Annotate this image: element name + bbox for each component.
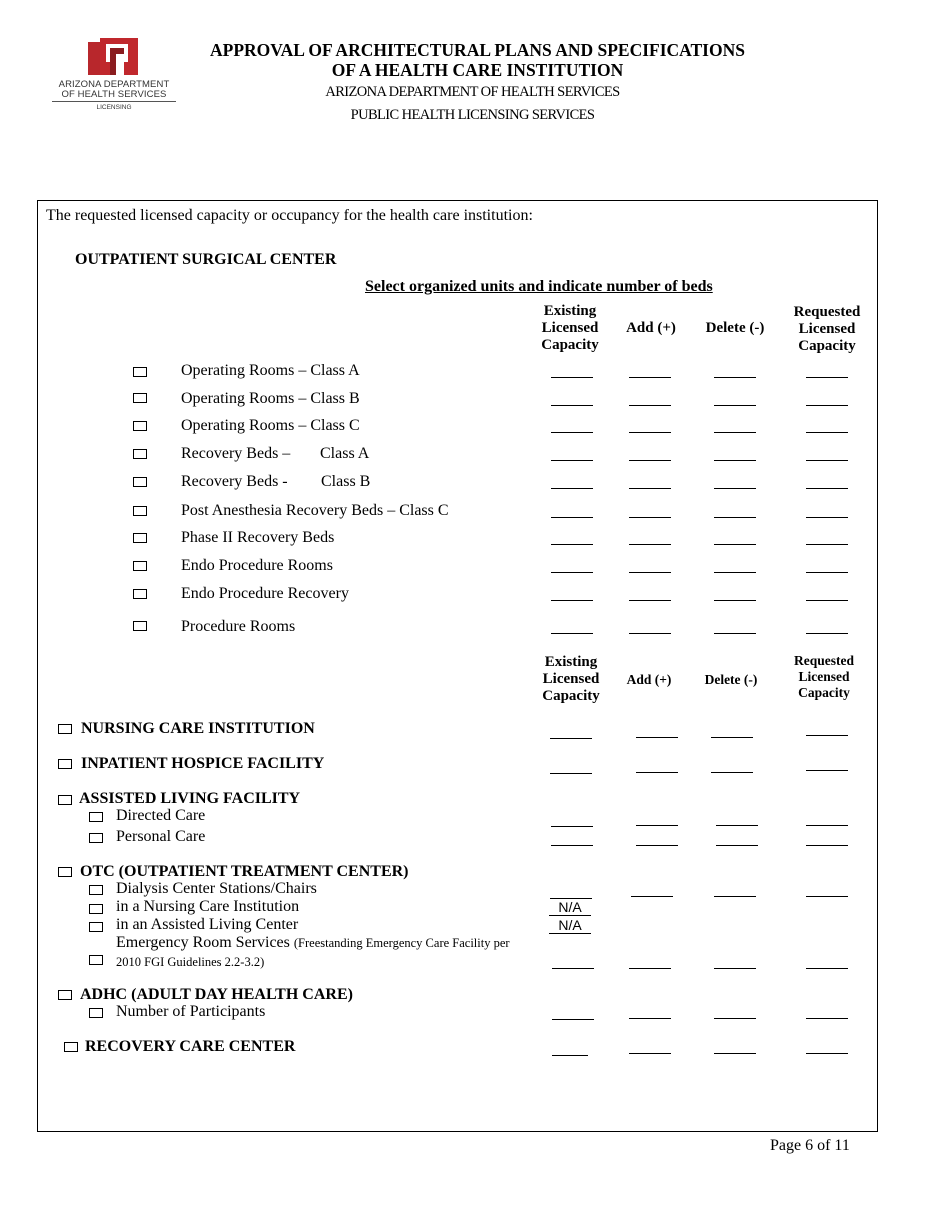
personal-care-label: Personal Care: [116, 828, 206, 845]
row-label-class: Class B: [321, 473, 371, 490]
blank-requested[interactable]: [806, 488, 848, 489]
blank-existing[interactable]: [551, 600, 593, 601]
blank-add[interactable]: [636, 845, 678, 846]
hospice-label: INPATIENT HOSPICE FACILITY: [81, 755, 325, 772]
blank-add[interactable]: [629, 633, 671, 634]
blank-existing[interactable]: [551, 544, 593, 545]
blank-existing[interactable]: [551, 488, 593, 489]
blank-delete[interactable]: [716, 825, 758, 826]
checkbox-assisted-living[interactable]: [58, 795, 72, 805]
blank-existing[interactable]: [551, 405, 593, 406]
department-name: ARIZONA DEPARTMENT OF HEALTH SERVICES: [325, 84, 620, 100]
doc-title-line2: OF A HEALTH CARE INSTITUTION: [331, 60, 624, 80]
blank-delete[interactable]: [714, 968, 756, 969]
blank-existing[interactable]: [551, 826, 593, 827]
blank-requested[interactable]: [806, 572, 848, 573]
osc-col-add: Add (+): [626, 320, 676, 336]
checkbox-procedure-rooms[interactable]: [133, 621, 147, 631]
row-label: Recovery Beds –: [181, 445, 291, 462]
other-col-requested: Requested Licensed Capacity: [794, 653, 854, 700]
blank-delete[interactable]: [714, 517, 756, 518]
doc-title-line1: APPROVAL OF ARCHITECTURAL PLANS AND SPECIFICATIONS: [210, 40, 745, 60]
checkbox-recovery-beds-class-b[interactable]: [133, 477, 147, 487]
blank-add[interactable]: [629, 517, 671, 518]
blank-add[interactable]: [629, 572, 671, 573]
blank-existing[interactable]: [552, 968, 594, 969]
blank-requested[interactable]: [806, 377, 848, 378]
row-label-class: Class A: [320, 445, 370, 462]
na-assisted-living: N/A: [549, 918, 591, 934]
blank-add[interactable]: [629, 1053, 671, 1054]
checkbox-recovery-beds-class-a[interactable]: [133, 449, 147, 459]
checkbox-otc[interactable]: [58, 867, 72, 877]
checkbox-inpatient-hospice[interactable]: [58, 759, 72, 769]
blank-requested[interactable]: [806, 432, 848, 433]
blank-add[interactable]: [629, 1018, 671, 1019]
blank-delete[interactable]: [711, 737, 753, 738]
dialysis-label: Dialysis Center Stations/Chairs: [116, 880, 317, 897]
checkbox-operating-rooms-class-b[interactable]: [133, 393, 147, 403]
directed-care-label: Directed Care: [116, 807, 206, 824]
row-label: Operating Rooms – Class A: [181, 362, 360, 379]
checkbox-directed-care[interactable]: [89, 812, 103, 822]
blank-add[interactable]: [629, 405, 671, 406]
in-nursing-care-label: in a Nursing Care Institution: [116, 898, 300, 915]
row-label: Recovery Beds -: [181, 473, 288, 490]
adhc-label: ADHC (ADULT DAY HEALTH CARE): [80, 986, 353, 1003]
blank-existing[interactable]: [551, 572, 593, 573]
er-services-label: Emergency Room Services (Freestanding Emergency Care Facility per: [116, 934, 510, 951]
blank-requested[interactable]: [806, 770, 848, 771]
checkbox-endo-procedure-rooms[interactable]: [133, 561, 147, 571]
blank-requested[interactable]: [806, 600, 848, 601]
assisted-living-label: ASSISTED LIVING FACILITY: [79, 790, 301, 807]
checkbox-dialysis[interactable]: [89, 885, 103, 895]
blank-existing[interactable]: [551, 633, 593, 634]
er-services-note: 2010 FGI Guidelines 2.2-3.2): [116, 955, 265, 969]
blank-add[interactable]: [629, 460, 671, 461]
osc-col-requested: Requested Licensed Capacity: [793, 304, 861, 354]
blank-add[interactable]: [629, 488, 671, 489]
blank-existing[interactable]: [551, 460, 593, 461]
logo-subtext: LICENSING: [96, 104, 132, 111]
checkbox-personal-care[interactable]: [89, 833, 103, 843]
blank-existing[interactable]: [551, 432, 593, 433]
osc-heading: OUTPATIENT SURGICAL CENTER: [75, 251, 337, 268]
blank-requested[interactable]: [806, 405, 848, 406]
checkbox-in-assisted-living[interactable]: [89, 922, 103, 932]
blank-add[interactable]: [631, 896, 673, 897]
checkbox-post-anesthesia-recovery[interactable]: [133, 506, 147, 516]
other-col-add: Add (+): [626, 672, 672, 687]
blank-delete[interactable]: [714, 896, 756, 897]
checkbox-phase-ii-recovery[interactable]: [133, 533, 147, 543]
row-label: Operating Rooms – Class C: [181, 417, 360, 434]
blank-existing[interactable]: [551, 517, 593, 518]
checkbox-endo-procedure-recovery[interactable]: [133, 589, 147, 599]
blank-existing[interactable]: [552, 1019, 594, 1020]
blank-requested[interactable]: [806, 544, 848, 545]
in-assisted-living-label: in an Assisted Living Center: [116, 916, 299, 933]
blank-add[interactable]: [629, 432, 671, 433]
blank-add[interactable]: [629, 544, 671, 545]
blank-existing[interactable]: [552, 1055, 588, 1056]
adhs-logo-mark-icon: [86, 38, 142, 76]
blank-delete[interactable]: [716, 845, 758, 846]
blank-existing[interactable]: [550, 738, 592, 739]
recovery-care-label: RECOVERY CARE CENTER: [85, 1038, 296, 1055]
checkbox-adhc[interactable]: [58, 990, 72, 1000]
osc-col-delete: Delete (-): [705, 320, 765, 336]
blank-add[interactable]: [629, 600, 671, 601]
logo-divider: [52, 101, 176, 102]
blank-delete[interactable]: [714, 600, 756, 601]
blank-delete[interactable]: [714, 405, 756, 406]
blank-delete[interactable]: [714, 572, 756, 573]
row-label: Phase II Recovery Beds: [181, 529, 335, 546]
blank-add[interactable]: [636, 772, 678, 773]
blank-add[interactable]: [629, 968, 671, 969]
blank-delete[interactable]: [714, 460, 756, 461]
osc-col-existing: Existing Licensed Capacity: [541, 303, 599, 353]
blank-requested[interactable]: [806, 825, 848, 826]
na-nursing-care: N/A: [549, 900, 591, 916]
checkbox-nursing-care[interactable]: [58, 724, 72, 734]
other-col-delete: Delete (-): [704, 672, 758, 687]
row-label: Post Anesthesia Recovery Beds – Class C: [181, 502, 449, 519]
blank-delete[interactable]: [714, 1053, 756, 1054]
blank-delete[interactable]: [714, 633, 756, 634]
blank-existing[interactable]: [550, 773, 592, 774]
blank-requested[interactable]: [806, 845, 848, 846]
checkbox-recovery-care-center[interactable]: [64, 1042, 78, 1052]
nursing-care-label: NURSING CARE INSTITUTION: [81, 720, 315, 737]
blank-existing[interactable]: [551, 845, 593, 846]
row-label: Endo Procedure Recovery: [181, 585, 349, 602]
other-col-existing: Existing Licensed Capacity: [542, 654, 600, 704]
checkbox-in-nursing-care[interactable]: [89, 904, 103, 914]
blank-requested[interactable]: [806, 735, 848, 736]
checkbox-operating-rooms-class-c[interactable]: [133, 421, 147, 431]
division-name: PUBLIC HEALTH LICENSING SERVICES: [350, 107, 595, 123]
logo-text: ARIZONA DEPARTMENT OF HEALTH SERVICES: [58, 79, 170, 100]
blank-add[interactable]: [636, 825, 678, 826]
blank-delete[interactable]: [714, 432, 756, 433]
blank-requested[interactable]: [806, 517, 848, 518]
intro-text: The requested licensed capacity or occupancy for the health care institution:: [46, 207, 533, 224]
blank-delete[interactable]: [714, 1018, 756, 1019]
blank-delete[interactable]: [711, 772, 753, 773]
participants-label: Number of Participants: [116, 1003, 266, 1020]
page-number: Page 6 of 11: [770, 1137, 850, 1154]
blank-existing[interactable]: [551, 377, 593, 378]
checkbox-participants[interactable]: [89, 1008, 103, 1018]
blank-requested[interactable]: [806, 896, 848, 897]
checkbox-er-services[interactable]: [89, 955, 103, 965]
osc-instruction: Select organized units and indicate number of beds: [365, 278, 713, 295]
blank-delete[interactable]: [714, 544, 756, 545]
blank-delete[interactable]: [714, 377, 756, 378]
row-label: Operating Rooms – Class B: [181, 390, 360, 407]
checkbox-operating-rooms-class-a[interactable]: [133, 367, 147, 377]
blank-requested[interactable]: [806, 1053, 848, 1054]
row-label: Endo Procedure Rooms: [181, 557, 333, 574]
blank-requested[interactable]: [806, 968, 848, 969]
blank-add[interactable]: [629, 377, 671, 378]
blank-delete[interactable]: [714, 488, 756, 489]
adhs-logo: [52, 38, 176, 118]
blank-add[interactable]: [636, 737, 678, 738]
blank-requested[interactable]: [806, 1018, 848, 1019]
blank-requested[interactable]: [806, 633, 848, 634]
otc-label: OTC (OUTPATIENT TREATMENT CENTER): [80, 863, 409, 880]
blank-requested[interactable]: [806, 460, 848, 461]
row-label: Procedure Rooms: [181, 618, 296, 635]
